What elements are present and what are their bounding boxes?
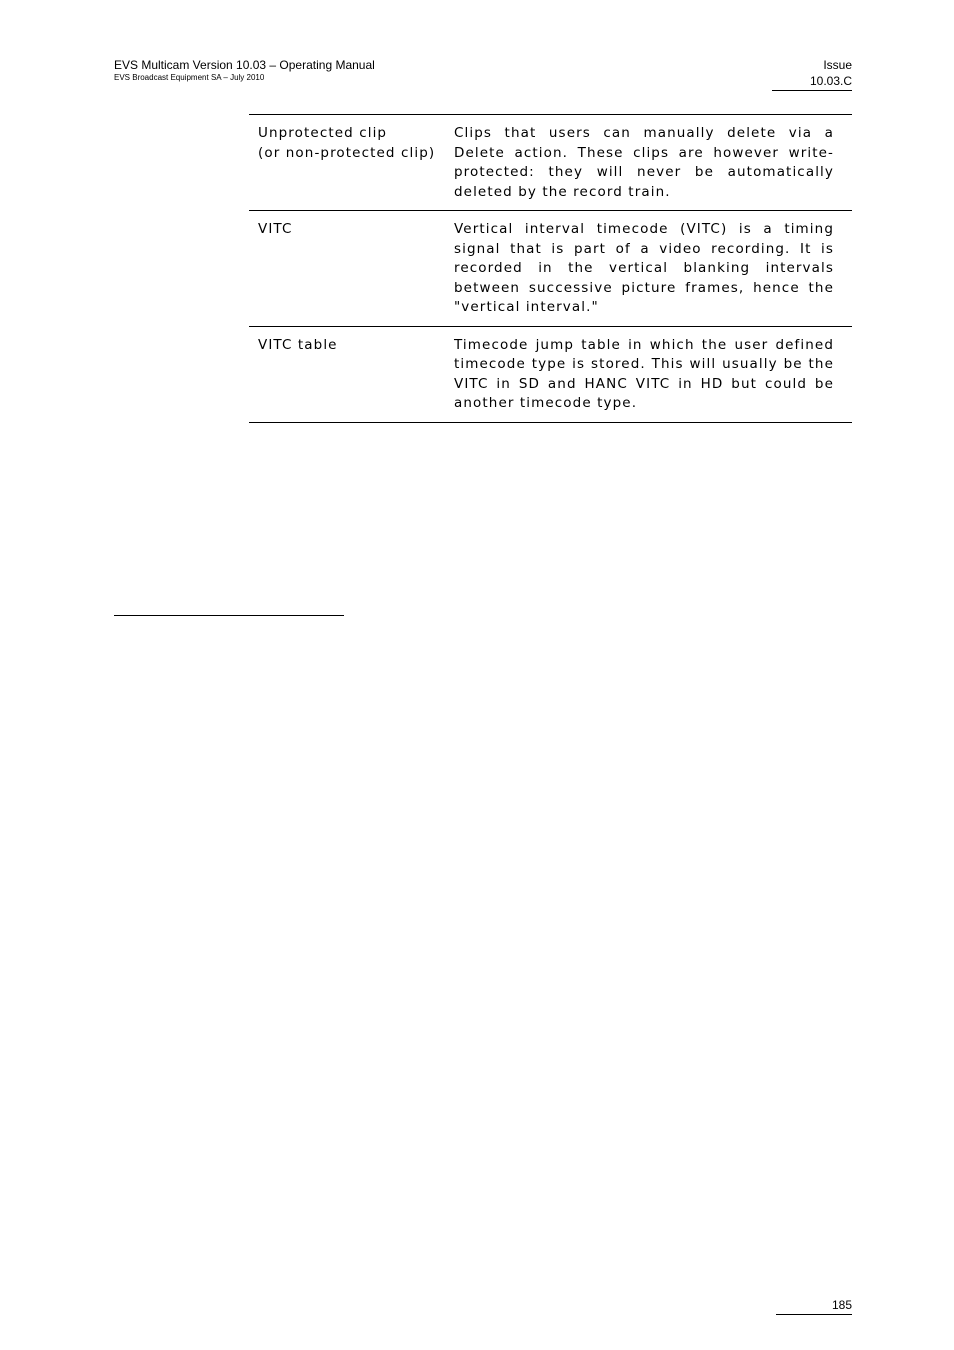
glossary-term (249, 124, 454, 202)
glossary-definition: Timecode jump table in which the user defined timecode type is stored. This will usually be the VITC in SD and HANC VITC in HD but could be another timecode type. (454, 336, 834, 411)
page-number: 185 (776, 1297, 852, 1315)
issue-block (772, 57, 852, 91)
issue-number: 10.03.C (809, 74, 852, 88)
term-line: Unprotected clip (258, 125, 388, 141)
term-line: VITC (258, 221, 293, 237)
footnote-separator (114, 615, 344, 616)
glossary-definition: Clips that users can manually delete via a Delete action. These clips are however write-protected: they will never be automatically deleted by the record train. (454, 125, 834, 200)
glossary-term (249, 336, 454, 414)
publisher-line: EVS Broadcast Equipment SA – July 2010 (114, 73, 265, 82)
document-title: EVS Multicam Version 10.03 – Operating Manual (114, 58, 375, 72)
glossary-row (249, 327, 852, 423)
glossary-table (249, 114, 852, 423)
glossary-row (249, 211, 852, 327)
term-line: (or non-protected clip) (258, 144, 436, 161)
document-header (114, 57, 375, 83)
issue-label: Issue (823, 58, 852, 72)
glossary-definition: Vertical interval timecode (VITC) is a timing signal that is part of a video recording. It is recorded in the vertical blanking intervals between successive picture frames, hence the "vertical interval." (454, 221, 834, 315)
term-line: VITC table (258, 336, 338, 353)
glossary-term (249, 220, 454, 318)
glossary-row (249, 115, 852, 211)
